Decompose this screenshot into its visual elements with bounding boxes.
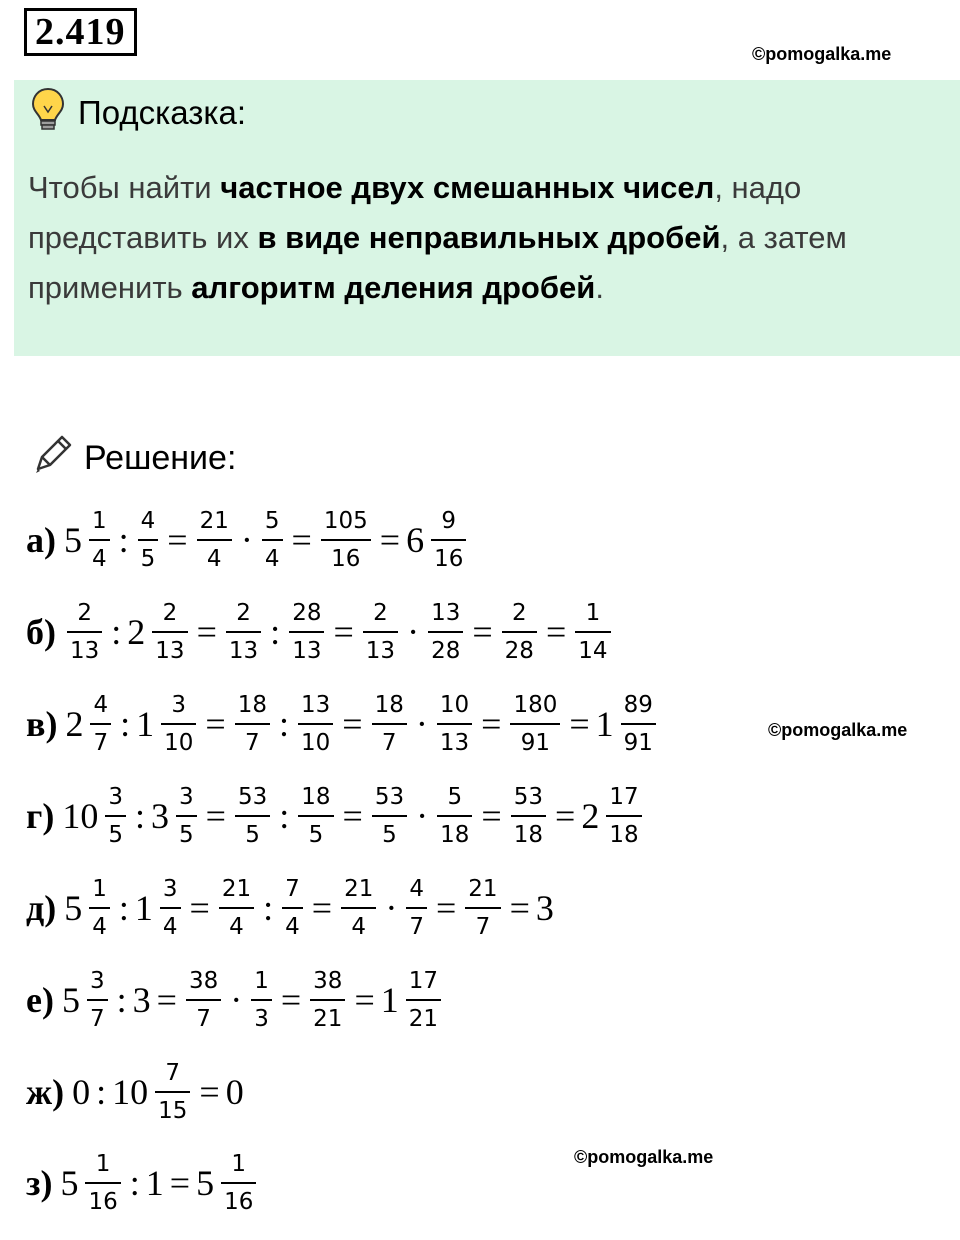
fraction <box>372 783 407 849</box>
mixed-number <box>581 783 644 849</box>
number: 3 <box>132 980 151 1020</box>
numerator: 13 <box>431 600 461 626</box>
denominator: 7 <box>89 1006 105 1032</box>
mixed-number <box>406 507 469 573</box>
denominator: 5 <box>108 822 123 848</box>
operator: = <box>205 704 226 744</box>
number: 3 <box>535 888 554 928</box>
fraction <box>575 599 610 665</box>
numerator: 7 <box>285 876 300 902</box>
solution-line-4 <box>26 776 645 856</box>
numerator: 38 <box>188 968 219 994</box>
whole-part: 10 <box>62 796 99 836</box>
operator: · <box>407 612 420 652</box>
operator: = <box>545 612 567 652</box>
numerator: 2 <box>162 600 178 626</box>
operator: : <box>116 980 127 1020</box>
operator: = <box>354 980 375 1020</box>
solution-header <box>30 430 236 486</box>
numerator: 9 <box>441 508 457 534</box>
operator: = <box>156 980 177 1020</box>
whole-part: 5 <box>61 980 80 1020</box>
denominator: 15 <box>158 1098 188 1124</box>
solution-label: з) <box>26 1163 53 1203</box>
denominator: 16 <box>224 1189 254 1215</box>
denominator: 4 <box>351 914 367 940</box>
pencil-icon <box>30 431 76 486</box>
fraction <box>219 875 254 941</box>
fraction <box>428 599 463 665</box>
numerator: 28 <box>292 600 322 626</box>
operator: = <box>169 1163 191 1203</box>
numerator: 53 <box>374 784 405 810</box>
mixed-number <box>60 1150 123 1216</box>
operator: : <box>134 796 145 836</box>
operator: = <box>167 520 188 560</box>
numerator: 1 <box>95 1151 111 1177</box>
solution-label: в) <box>26 704 58 744</box>
denominator: 13 <box>228 638 259 664</box>
numerator: 4 <box>409 876 424 902</box>
numerator: 3 <box>171 692 187 718</box>
operator: : <box>96 1072 107 1112</box>
fraction <box>85 1150 120 1216</box>
fraction <box>67 599 102 665</box>
fraction <box>160 875 181 941</box>
numerator: 21 <box>344 876 374 902</box>
denominator: 13 <box>292 638 322 664</box>
operator: = <box>189 888 210 928</box>
whole-part: 3 <box>151 796 169 836</box>
numerator: 3 <box>108 784 123 810</box>
fraction <box>363 599 398 665</box>
mixed-number <box>112 1059 193 1125</box>
operator: : <box>118 520 129 560</box>
denominator: 5 <box>245 822 260 848</box>
solution-line-1 <box>26 500 469 580</box>
fraction <box>105 783 126 849</box>
mixed-number <box>136 691 199 757</box>
hint-segment: Чтобы найти <box>28 170 221 205</box>
operator: = <box>342 704 363 744</box>
numerator: 3 <box>89 968 105 994</box>
fraction <box>251 967 272 1033</box>
denominator: 7 <box>245 730 260 756</box>
operator: : <box>263 888 274 928</box>
numerator: 1 <box>254 968 269 994</box>
fraction <box>226 599 261 665</box>
hint-title: Подсказка: <box>78 94 247 131</box>
denominator: 16 <box>434 546 464 572</box>
mixed-number <box>151 783 200 849</box>
numerator: 1 <box>92 508 107 534</box>
hint-header <box>30 88 246 138</box>
denominator: 4 <box>285 914 300 940</box>
numerator: 2 <box>77 600 92 626</box>
whole-part: 5 <box>196 1163 215 1203</box>
operator: : <box>118 888 129 928</box>
operator: : <box>111 612 122 652</box>
numerator: 180 <box>513 692 558 718</box>
fraction <box>90 691 111 757</box>
denominator: 5 <box>140 546 156 572</box>
denominator: 91 <box>623 730 653 756</box>
mixed-number <box>381 967 444 1033</box>
task-number: 2.419 <box>24 8 137 56</box>
fraction <box>341 875 376 941</box>
numerator: 4 <box>93 692 109 718</box>
solution-label: б) <box>26 612 56 652</box>
denominator: 7 <box>93 730 109 756</box>
denominator: 5 <box>382 822 397 848</box>
fraction <box>372 691 407 757</box>
fraction <box>197 507 232 573</box>
numerator: 18 <box>301 784 331 810</box>
fraction <box>321 507 371 573</box>
fraction <box>511 783 546 849</box>
denominator: 5 <box>179 822 194 848</box>
operator: = <box>333 612 354 652</box>
solution-label: а) <box>26 520 56 560</box>
solution-label: г) <box>26 796 55 836</box>
fraction <box>138 507 159 573</box>
fraction <box>186 967 221 1033</box>
denominator: 13 <box>439 730 470 756</box>
denominator: 7 <box>381 730 397 756</box>
fraction <box>235 691 270 757</box>
mixed-number <box>64 875 113 941</box>
operator: = <box>569 704 590 744</box>
fraction <box>437 783 472 849</box>
whole-part: 2 <box>581 796 600 836</box>
operator: = <box>472 612 493 652</box>
hint-segment: , надо представить их <box>28 170 802 255</box>
numerator: 1 <box>585 600 601 626</box>
numerator: 53 <box>237 784 268 810</box>
operator: · <box>240 520 253 560</box>
whole-part: 2 <box>65 704 84 744</box>
denominator: 10 <box>164 730 194 756</box>
numerator: 89 <box>623 692 653 718</box>
operator: : <box>278 704 289 744</box>
denominator: 91 <box>520 730 551 756</box>
hint-segment: . <box>595 270 604 305</box>
denominator: 4 <box>229 914 244 940</box>
denominator: 13 <box>365 638 396 664</box>
denominator: 4 <box>264 546 280 572</box>
operator: = <box>196 612 217 652</box>
fraction <box>502 599 537 665</box>
solution-line-2 <box>26 592 614 672</box>
whole-part: 1 <box>134 888 153 928</box>
whole-part: 6 <box>406 520 425 560</box>
numerator: 17 <box>408 968 439 994</box>
fraction <box>437 691 472 757</box>
denominator: 21 <box>408 1006 439 1032</box>
numerator: 2 <box>511 600 527 626</box>
number: 0 <box>225 1072 244 1112</box>
denominator: 4 <box>92 914 107 940</box>
numerator: 18 <box>237 692 267 718</box>
mixed-number <box>127 599 190 665</box>
numerator: 1 <box>92 876 107 902</box>
numerator: 3 <box>179 784 194 810</box>
hint-emphasis: частное двух смешанных чисел <box>220 170 715 205</box>
mixed-number <box>62 783 129 849</box>
denominator: 13 <box>155 638 185 664</box>
hint-emphasis: алгоритм деления дробей <box>191 270 596 305</box>
denominator: 10 <box>300 730 331 756</box>
hint-emphasis: в виде неправильных дробей <box>257 220 721 255</box>
fraction <box>431 507 466 573</box>
whole-part: 2 <box>127 612 146 652</box>
numerator: 4 <box>140 508 156 534</box>
numerator: 3 <box>162 876 178 902</box>
numerator: 2 <box>373 600 388 626</box>
operator: = <box>509 888 530 928</box>
mixed-number <box>196 1150 259 1216</box>
mixed-number <box>62 967 111 1033</box>
operator: = <box>205 796 226 836</box>
hint-text <box>28 163 938 313</box>
solution-label: ж) <box>26 1072 65 1112</box>
fraction <box>161 691 196 757</box>
numerator: 10 <box>439 692 470 718</box>
denominator: 28 <box>504 638 534 664</box>
fraction <box>298 691 333 757</box>
whole-part: 5 <box>64 520 82 560</box>
fraction <box>262 507 283 573</box>
solution-line-8 <box>26 1143 259 1223</box>
numerator: 21 <box>199 508 229 534</box>
mixed-number <box>64 507 113 573</box>
fraction <box>152 599 187 665</box>
operator: = <box>199 1072 220 1112</box>
fraction <box>155 1059 190 1125</box>
numerator: 13 <box>300 692 331 718</box>
numerator: 5 <box>264 508 280 534</box>
numerator: 7 <box>165 1060 181 1086</box>
operator: = <box>280 980 302 1020</box>
whole-part: 5 <box>60 1163 79 1203</box>
denominator: 16 <box>88 1189 118 1215</box>
denominator: 21 <box>313 1006 343 1032</box>
solution-line-6 <box>26 960 444 1040</box>
whole-part: 1 <box>595 704 614 744</box>
operator: = <box>481 796 502 836</box>
fraction <box>235 783 270 849</box>
denominator: 7 <box>409 914 424 940</box>
denominator: 28 <box>431 638 461 664</box>
fraction <box>298 783 333 849</box>
number: 1 <box>145 1163 164 1203</box>
numerator: 21 <box>221 876 252 902</box>
whole-part: 1 <box>136 704 155 744</box>
whole-part: 5 <box>64 888 83 928</box>
operator: = <box>311 888 333 928</box>
solution-label: д) <box>26 888 57 928</box>
denominator: 18 <box>440 822 470 848</box>
denominator: 13 <box>70 638 100 664</box>
operator: = <box>555 796 576 836</box>
denominator: 7 <box>475 914 491 940</box>
watermark: ©pomogalka.me <box>574 1147 714 1167</box>
numerator: 17 <box>609 784 639 810</box>
hint-segment: , а затем применить <box>28 220 847 305</box>
fraction <box>465 875 500 941</box>
fraction <box>221 1150 256 1216</box>
numerator: 105 <box>323 508 368 534</box>
operator: : <box>279 796 290 836</box>
denominator: 3 <box>254 1006 269 1032</box>
fraction <box>510 691 560 757</box>
denominator: 14 <box>578 638 608 664</box>
operator: · <box>416 796 429 836</box>
operator: · <box>230 980 243 1020</box>
mixed-number <box>135 875 184 941</box>
whole-part: 1 <box>380 980 399 1020</box>
fraction <box>89 875 110 941</box>
denominator: 7 <box>196 1006 211 1032</box>
operator: · <box>415 704 428 744</box>
solution-title: Решение: <box>84 438 237 477</box>
fraction <box>289 599 324 665</box>
fraction <box>406 875 427 941</box>
operator: : <box>270 612 281 652</box>
number: 0 <box>72 1072 91 1112</box>
fraction <box>89 507 110 573</box>
denominator: 5 <box>308 822 324 848</box>
fraction <box>176 783 197 849</box>
solution-label: е) <box>26 980 54 1020</box>
numerator: 53 <box>513 784 543 810</box>
numerator: 21 <box>468 876 498 902</box>
operator: = <box>379 520 401 560</box>
fraction <box>87 967 108 1033</box>
denominator: 16 <box>331 546 361 572</box>
denominator: 4 <box>206 546 222 572</box>
watermark: ©pomogalka.me <box>752 44 892 64</box>
denominator: 4 <box>162 914 178 940</box>
operator: : <box>120 704 131 744</box>
denominator: 18 <box>513 822 543 848</box>
denominator: 18 <box>609 822 639 848</box>
lightbulb-icon <box>30 86 66 140</box>
solution-line-5 <box>26 868 554 948</box>
numerator: 5 <box>447 784 463 810</box>
denominator: 4 <box>92 546 107 572</box>
operator: = <box>291 520 312 560</box>
operator: = <box>435 888 457 928</box>
operator: · <box>385 888 398 928</box>
fraction <box>282 875 303 941</box>
fraction <box>606 783 641 849</box>
numerator: 38 <box>313 968 343 994</box>
operator: = <box>342 796 363 836</box>
solution-line-7 <box>26 1052 244 1132</box>
solution-line-3 <box>26 684 659 764</box>
numerator: 18 <box>374 692 404 718</box>
fraction <box>406 967 441 1033</box>
numerator: 1 <box>231 1151 247 1177</box>
fraction <box>621 691 656 757</box>
numerator: 2 <box>236 600 251 626</box>
fraction <box>310 967 345 1033</box>
operator: = <box>481 704 502 744</box>
mixed-number <box>596 691 659 757</box>
operator: : <box>129 1163 140 1203</box>
watermark: ©pomogalka.me <box>768 720 908 740</box>
mixed-number <box>65 691 114 757</box>
whole-part: 10 <box>112 1072 149 1112</box>
